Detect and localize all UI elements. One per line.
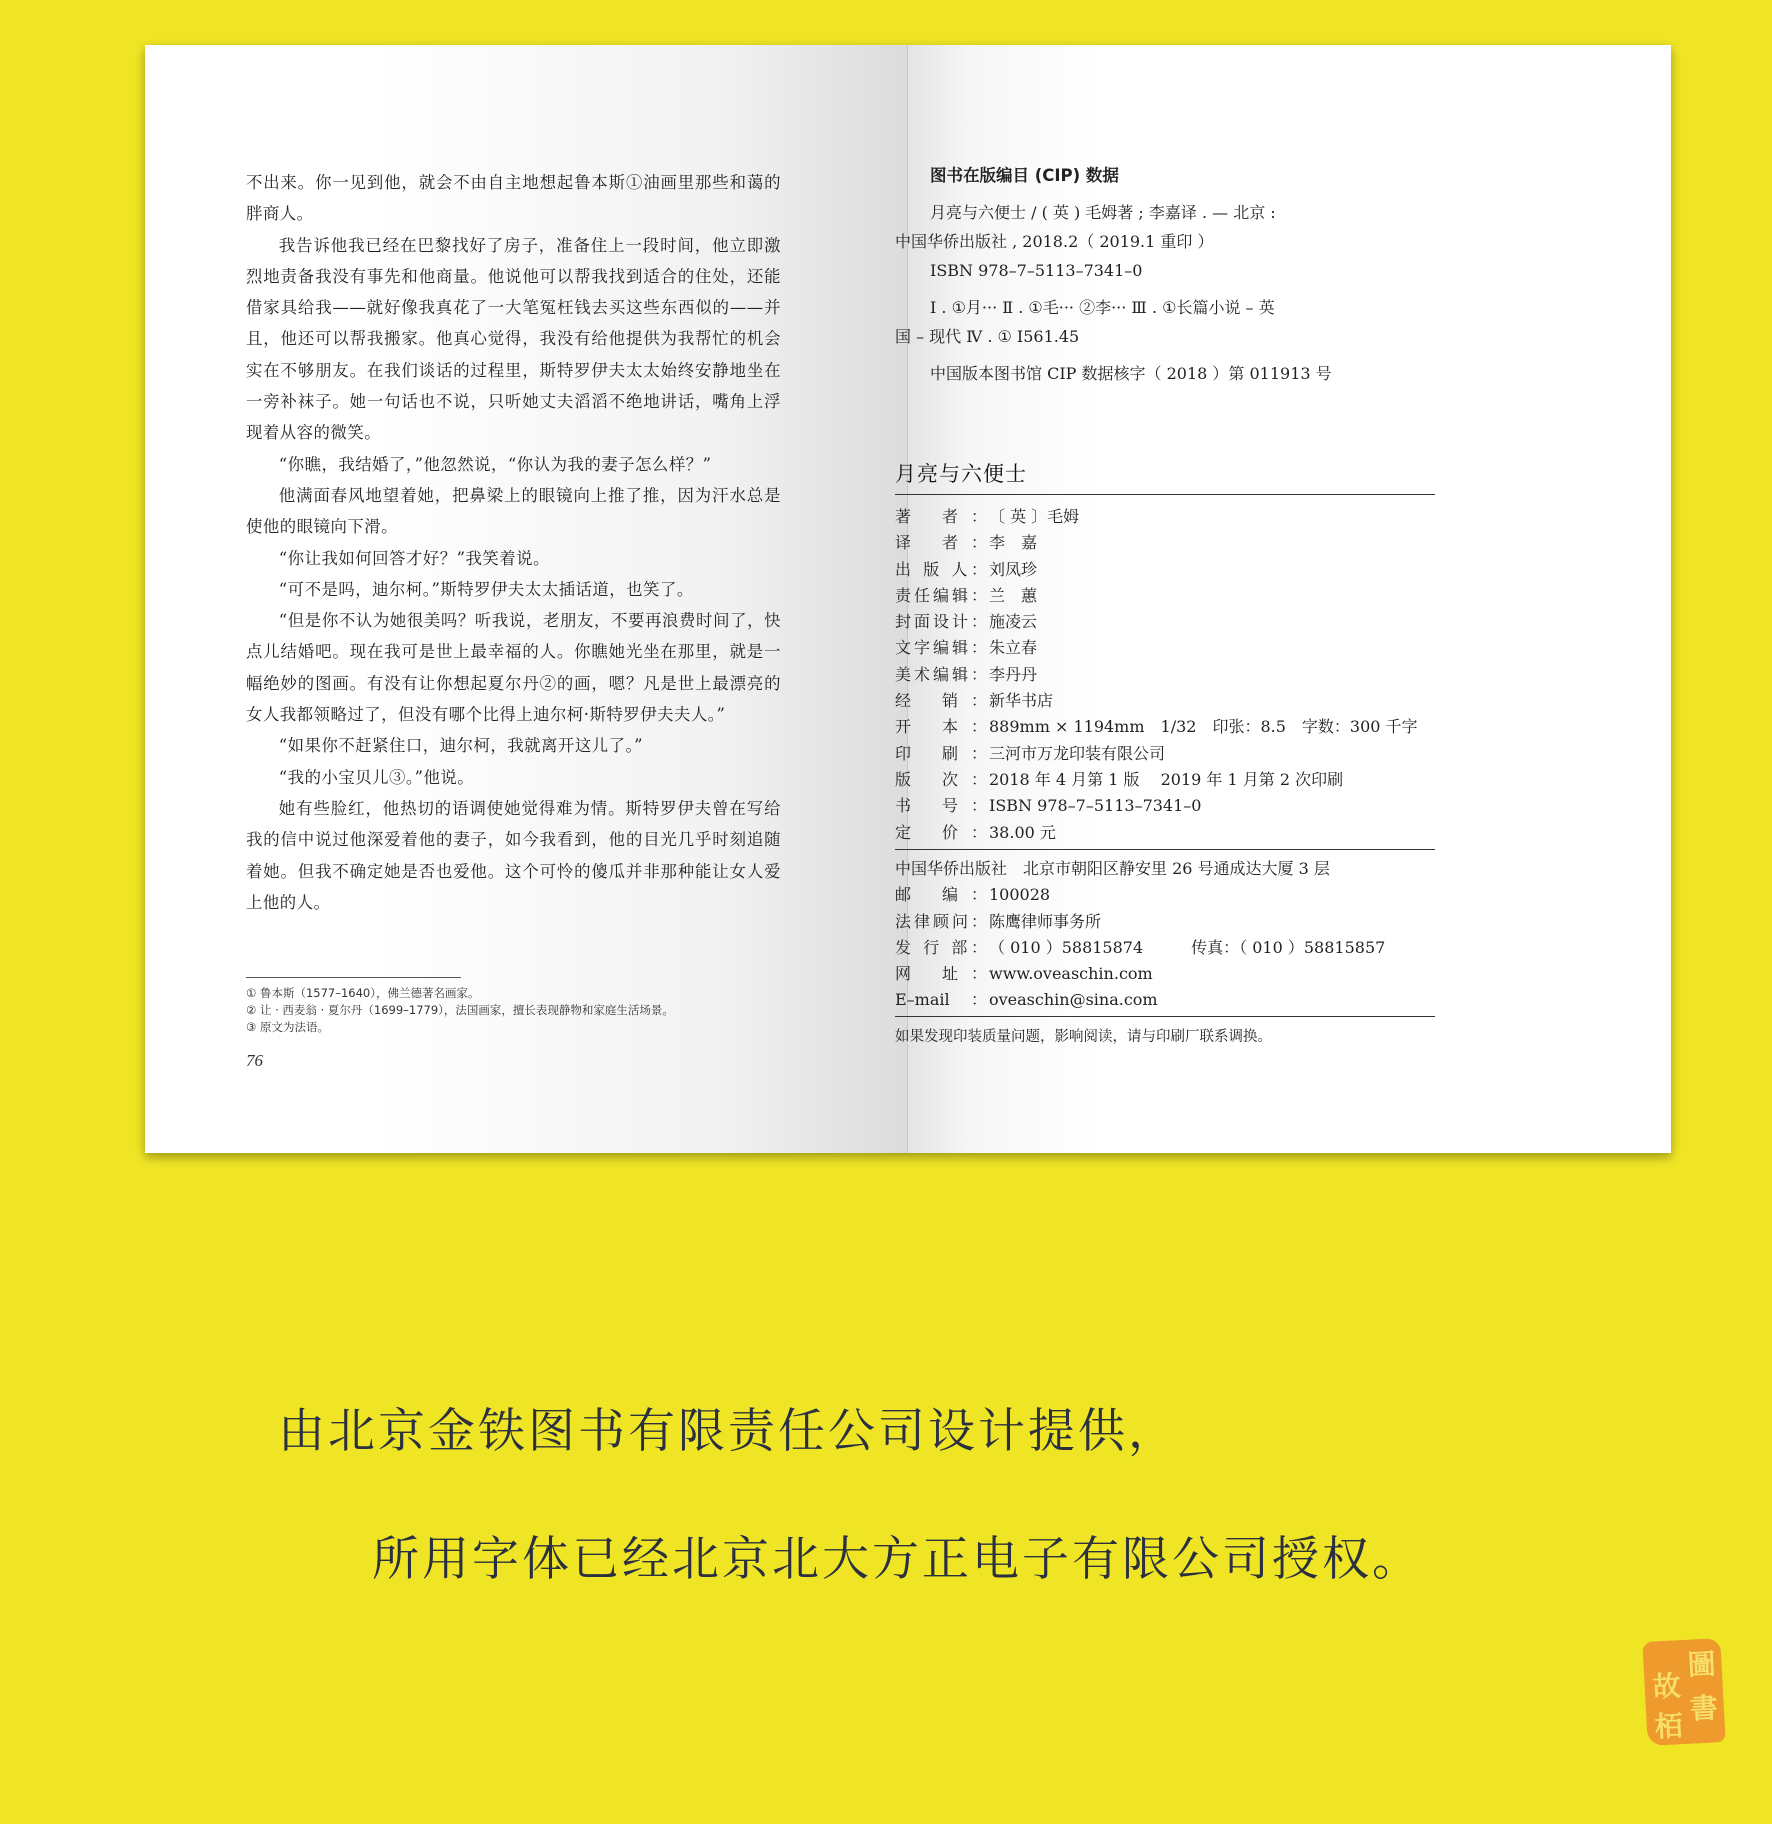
credit-key: 定 价： [895,822,987,842]
notice: 如果发现印装质量问题，影响阅读，请与印刷厂联系调换。 [895,1029,1272,1045]
footnote-3: ③ 原文为法语。 [246,1020,329,1034]
footnote-1: ① 鲁本斯（1577–1640），佛兰德著名画家。 [246,986,480,1000]
seal-char: 故 [1651,1669,1682,1704]
credit-value: 38.00 元 [989,822,1056,842]
font-credit-line-1: 由北京金铁图书有限责任公司设计提供， [278,1404,1178,1459]
cip-block [895,198,1375,388]
body-paragraph: “可不是吗，迪尔柯。”斯特罗伊夫太太插话道，也笑了。 [278,579,694,599]
body-paragraph: 她有些脸红，他热切的语调使她觉得难为情。斯特罗伊夫曾在写给我的信中说过他深爱着他的妻子，如今我看到，他的目光几乎时刻追随着她。但我不确定她是否也爱他。这个可怜的傻瓜并非那种能让女人爱上他的人。 [246,798,781,912]
credit-key: 封面设计： [895,612,987,632]
body-paragraph: “但是你不认为她很美吗？听我说，老朋友，不要再浪费时间了，快点儿结婚吧。现在我可是世上最幸福的人。你瞧她光坐在那里，就是一幅绝妙的图画。有没有让你想起夏尔丹②的画，嗯？凡是世上最漂亮的女人我都领略过了，但没有哪个比得上迪尔柯·斯特罗伊夫夫人。” [246,611,781,725]
credit-row [895,688,1435,714]
credit-key: 经 销： [895,691,987,711]
footnote-2: ② 让 · 西麦翁 · 夏尔丹（1699–1779），法国画家，擅长表现静物和家庭生活场景。 [246,1003,674,1017]
publisher-value: 100028 [989,885,1051,905]
body-text [246,167,781,918]
publisher-key: 法律顾问： [895,911,987,931]
footnote-rule [246,977,461,978]
credit-value: 施凌云 [989,612,1038,632]
cip-line: 国 – 现代 Ⅳ . ① I561.45 [895,327,1080,346]
credit-row [895,583,1435,609]
credit-value: 〔 英 〕毛姆 [989,507,1080,526]
page-number: 76 [246,1051,263,1070]
publisher-key: 网 址： [895,964,987,984]
publisher-row [895,961,1435,987]
credit-key: 美术编辑： [895,664,987,684]
credit-row [895,504,1435,530]
left-page [145,45,907,1153]
publisher-rule [895,1016,1435,1017]
publisher-value: 陈鹰律师事务所 [989,911,1102,931]
body-paragraph: “如果你不赶紧住口，迪尔柯，我就离开这儿了。” [278,736,644,756]
credit-row [895,557,1435,583]
cip-line: Ⅰ . ①月··· Ⅱ . ①毛··· ②李··· Ⅲ . ①长篇小说 – 英 [930,298,1275,317]
publisher-line: 中国华侨出版社 北京市朝阳区静安里 26 号通成达大厦 3 层 [895,859,1330,878]
credit-row [895,609,1435,635]
credit-row [895,820,1435,846]
body-paragraph: 他满面春风地望着她，把鼻梁上的眼镜向上推了推，因为汗水总是使他的眼镜向下滑。 [246,485,781,537]
publisher-row [895,935,1435,961]
cip-line: 中国华侨出版社 , 2018.2（ 2019.1 重印 ） [895,232,1214,251]
credit-row [895,767,1435,793]
credit-value: 李丹丹 [989,664,1038,684]
body-paragraph: 我告诉他我已经在巴黎找好了房子，准备住上一段时间，他立即激烈地责备我没有事先和他商量。他说他可以帮我找到适合的住处，还能借家具给我——就好像我真花了一大笔冤枉钱去买这些东西似的——并且，他还可以帮我搬家。他真心觉得，我没有给他提供为我帮忙的机会实在不够朋友。在我们谈话的过程里，斯特罗伊夫太太始终安静地坐在一旁补袜子。她一句话也不说，只听她丈夫滔滔不绝地讲话，嘴角上浮现着从容的微笑。 [246,235,781,443]
publisher-block [895,856,1435,1014]
publisher-row [895,909,1435,935]
publisher-value: （ 010 ）58815874 传真：（ 010 ）58815857 [989,937,1386,957]
body-paragraph: 不出来。你一见到他，就会不由自主地想起鲁本斯①油画里那些和蔼的胖商人。 [246,173,781,224]
credit-value: 2018 年 4 月第 1 版 2019 年 1 月第 2 次印刷 [989,769,1344,789]
body-paragraph: “你瞧，我结婚了，”他忽然说，“你认为我的妻子怎么样？” [278,454,712,474]
book-title: 月亮与六便士 [895,462,1027,486]
publisher-key: 发 行 部： [895,937,987,957]
credit-value: 三河市万龙印装有限公司 [989,743,1166,763]
credit-value: 新华书店 [989,691,1054,711]
credits-block [895,504,1435,846]
credit-key: 文字编辑： [895,638,987,658]
credit-value: ISBN 978–7–5113–7341–0 [989,796,1202,816]
credit-key: 版 次： [895,769,987,789]
credit-row [895,530,1435,556]
seal-logo [1642,1638,1725,1746]
seal-char: 栢 [1653,1709,1684,1744]
credit-value: 889mm × 1194mm 1/32 印张：8.5 字数：300 千字 [989,717,1418,737]
publisher-key: 邮 编： [895,885,987,905]
credit-key: 出 版 人： [895,559,987,579]
credit-value: 兰 蕙 [989,585,1038,605]
body-paragraph: “你让我如何回答才好？”我笑着说。 [278,548,550,568]
credit-key: 书 号： [895,796,987,816]
credit-key: 著 者： [895,507,987,526]
publisher-row [895,882,1435,908]
body-paragraph: “我的小宝贝儿③。”他说。 [278,767,475,787]
cip-line: 月亮与六便士 / ( 英 ) 毛姆著 ; 李嘉译 . — 北京 : [930,203,1276,222]
cip-line: 中国版本图书馆 CIP 数据核字（ 2018 ）第 011913 号 [930,364,1332,383]
credit-value: 朱立春 [989,638,1038,658]
credit-key: 译 者： [895,533,987,553]
credits-rule [895,849,1435,850]
publisher-value: www.oveaschin.com [989,964,1153,984]
seal-char: 書 [1689,1691,1719,1726]
credit-row [895,714,1435,740]
credit-value: 李 嘉 [989,533,1038,553]
publisher-value: oveaschin@sina.com [989,990,1158,1010]
credit-key: 责任编辑： [895,585,987,605]
title-rule [895,494,1435,495]
font-credit-line-2: 所用字体已经北京北大方正电子有限公司授权。 [372,1532,1422,1587]
credit-row [895,793,1435,819]
credit-key: 开 本： [895,717,987,737]
credit-value: 刘凤珍 [989,559,1038,579]
credit-row [895,662,1435,688]
seal-char: 圖 [1686,1647,1717,1682]
cip-title: 图书在版编目 (CIP) 数据 [930,166,1119,185]
cip-line: ISBN 978–7–5113–7341–0 [930,261,1143,280]
footnotes [246,985,766,1036]
publisher-row [895,987,1435,1013]
credit-key: 印 刷： [895,743,987,763]
credit-row [895,635,1435,661]
publisher-key: E–mail： [895,990,987,1010]
credit-row [895,741,1435,767]
